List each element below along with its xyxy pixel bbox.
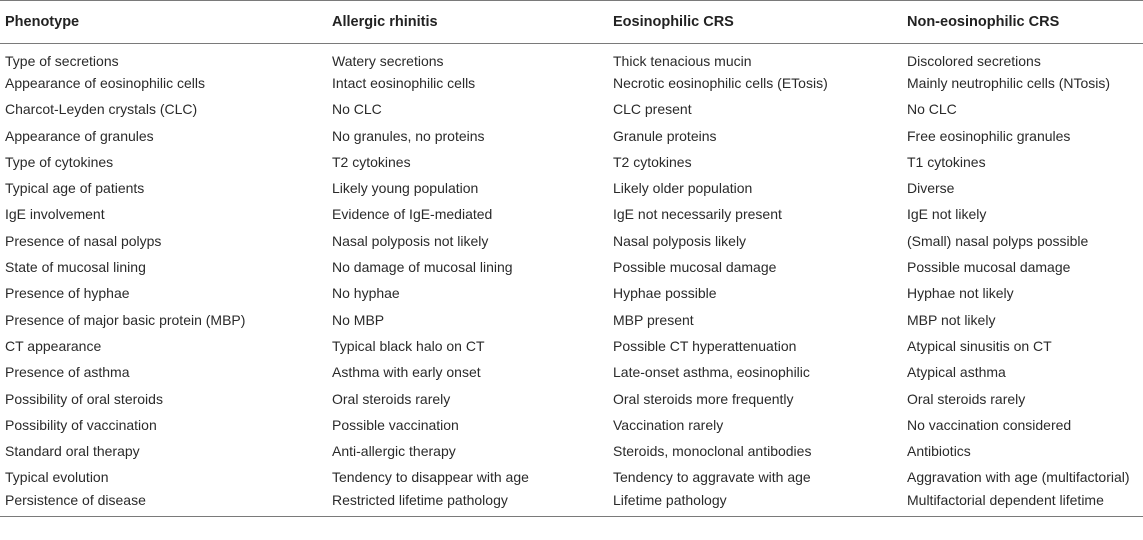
- cell-non-eosinophilic-crs: Atypical sinusitis on CT: [907, 337, 1052, 354]
- cell-phenotype: Appearance of eosinophilic cells: [5, 74, 206, 91]
- cell-non-eosinophilic-crs: Antibiotics: [907, 443, 971, 460]
- cell-allergic-rhinitis: Likely young population: [332, 180, 479, 197]
- header-phenotype: Phenotype: [0, 1, 327, 44]
- cell-allergic-rhinitis: Restricted lifetime pathology: [327, 491, 608, 517]
- cell-phenotype: Possibility of oral steroids: [5, 390, 163, 407]
- table-row: [0, 385, 1143, 411]
- cell-allergic-rhinitis: Evidence of IgE-mediated: [332, 206, 493, 223]
- cell-non-eosinophilic-crs: (Small) nasal polyps possible: [907, 232, 1089, 249]
- table-header: [0, 1, 1143, 44]
- cell-non-eosinophilic-crs: MBP not likely: [907, 311, 996, 328]
- cell-allergic-rhinitis: No hyphae: [332, 285, 400, 302]
- table-row: [0, 359, 1143, 385]
- cell-allergic-rhinitis: Typical black halo on CT: [332, 337, 485, 354]
- header-row: [0, 1, 1143, 44]
- cell-allergic-rhinitis: Nasal polyposis not likely: [332, 232, 489, 249]
- cell-eosinophilic-crs: T2 cytokines: [613, 153, 692, 170]
- cell-allergic-rhinitis: Possible vaccination: [332, 416, 459, 433]
- cell-eosinophilic-crs: IgE not necessarily present: [613, 206, 782, 223]
- cell-eosinophilic-crs: Possible mucosal damage: [613, 259, 777, 276]
- cell-allergic-rhinitis: Intact eosinophilic cells: [332, 74, 476, 91]
- cell-phenotype: Charcot-Leyden crystals (CLC): [5, 101, 198, 118]
- cell-eosinophilic-crs: Tendency to aggravate with age: [613, 469, 811, 486]
- cell-phenotype: Standard oral therapy: [5, 443, 140, 460]
- cell-phenotype: Typical age of patients: [5, 180, 145, 197]
- cell-allergic-rhinitis: Oral steroids rarely: [332, 390, 451, 407]
- cell-eosinophilic-crs: Steroids, monoclonal antibodies: [613, 443, 812, 460]
- cell-eosinophilic-crs: Likely older population: [613, 180, 753, 197]
- cell-non-eosinophilic-crs: Hyphae not likely: [907, 285, 1014, 302]
- cell-eosinophilic-crs: Possible CT hyperattenuation: [613, 337, 797, 354]
- cell-eosinophilic-crs: Vaccination rarely: [613, 416, 724, 433]
- table-row: [0, 201, 1143, 227]
- table-row: [0, 306, 1143, 332]
- table-row: [0, 228, 1143, 254]
- cell-allergic-rhinitis: Asthma with early onset: [332, 364, 481, 381]
- cell-allergic-rhinitis: No CLC: [332, 101, 382, 118]
- cell-allergic-rhinitis: Anti-allergic therapy: [332, 443, 456, 460]
- cell-phenotype: Presence of asthma: [5, 364, 130, 381]
- cell-non-eosinophilic-crs: Atypical asthma: [907, 364, 1006, 381]
- cell-eosinophilic-crs: MBP present: [613, 311, 694, 328]
- cell-eosinophilic-crs: Necrotic eosinophilic cells (ETosis): [613, 74, 828, 91]
- cell-non-eosinophilic-crs: Diverse: [907, 180, 955, 197]
- cell-allergic-rhinitis: T2 cytokines: [332, 153, 411, 170]
- cell-non-eosinophilic-crs: No vaccination considered: [907, 416, 1072, 433]
- cell-phenotype: Type of cytokines: [5, 153, 114, 170]
- header-eosinophilic-crs: Eosinophilic CRS: [608, 1, 902, 44]
- cell-eosinophilic-crs: Oral steroids more frequently: [613, 390, 794, 407]
- table-row: [0, 96, 1143, 122]
- cell-phenotype: IgE involvement: [5, 206, 105, 223]
- cell-phenotype: Persistence of disease: [0, 491, 327, 517]
- cell-eosinophilic-crs: Late-onset asthma, eosinophilic: [613, 364, 810, 381]
- cell-allergic-rhinitis: Tendency to disappear with age: [332, 469, 529, 486]
- cell-eosinophilic-crs: Thick tenacious mucin: [613, 52, 752, 69]
- cell-allergic-rhinitis: No MBP: [332, 311, 385, 328]
- cell-eosinophilic-crs: Hyphae possible: [613, 285, 717, 302]
- table-row: [0, 333, 1143, 359]
- cell-phenotype: Type of secretions: [5, 52, 119, 69]
- cell-non-eosinophilic-crs: Multifactorial dependent lifetime: [902, 491, 1143, 517]
- cell-eosinophilic-crs: Lifetime pathology: [608, 491, 902, 517]
- cell-non-eosinophilic-crs: Aggravation with age (multifactorial): [907, 469, 1130, 486]
- table-row: [0, 175, 1143, 201]
- cell-phenotype: Appearance of granules: [5, 127, 154, 144]
- cell-phenotype: State of mucosal lining: [5, 259, 146, 276]
- cell-phenotype: Presence of major basic protein (MBP): [5, 311, 246, 328]
- cell-phenotype: CT appearance: [5, 337, 102, 354]
- table-row: [0, 44, 1143, 70]
- cell-allergic-rhinitis: No granules, no proteins: [332, 127, 485, 144]
- cell-eosinophilic-crs: CLC present: [613, 101, 692, 118]
- table-row: [0, 464, 1143, 490]
- cell-non-eosinophilic-crs: Oral steroids rarely: [907, 390, 1026, 407]
- header-allergic-rhinitis: Allergic rhinitis: [327, 1, 608, 44]
- cell-non-eosinophilic-crs: IgE not likely: [907, 206, 987, 223]
- cell-non-eosinophilic-crs: Possible mucosal damage: [907, 259, 1071, 276]
- table-row: [0, 254, 1143, 280]
- table-body: [0, 44, 1143, 517]
- table-row: [0, 149, 1143, 175]
- cell-non-eosinophilic-crs: Free eosinophilic granules: [907, 127, 1071, 144]
- cell-phenotype: Typical evolution: [5, 469, 109, 486]
- cell-eosinophilic-crs: Nasal polyposis likely: [613, 232, 747, 249]
- table-row: [0, 412, 1143, 438]
- header-non-eosinophilic-crs: Non-eosinophilic CRS: [902, 1, 1143, 44]
- cell-allergic-rhinitis: No damage of mucosal lining: [332, 259, 513, 276]
- table-row: [0, 70, 1143, 96]
- table-row: [0, 122, 1143, 148]
- cell-non-eosinophilic-crs: No CLC: [907, 101, 957, 118]
- table-row: [0, 280, 1143, 306]
- cell-non-eosinophilic-crs: Mainly neutrophilic cells (NTosis): [907, 74, 1111, 91]
- cell-allergic-rhinitis: Watery secretions: [332, 52, 444, 69]
- cell-eosinophilic-crs: Granule proteins: [613, 127, 717, 144]
- cell-non-eosinophilic-crs: T1 cytokines: [907, 153, 986, 170]
- cell-phenotype: Presence of nasal polyps: [5, 232, 162, 249]
- table-row: [0, 438, 1143, 464]
- table-row: [0, 491, 1143, 517]
- cell-phenotype: Presence of hyphae: [5, 285, 130, 302]
- cell-phenotype: Possibility of vaccination: [5, 416, 157, 433]
- cell-non-eosinophilic-crs: Discolored secretions: [907, 52, 1041, 69]
